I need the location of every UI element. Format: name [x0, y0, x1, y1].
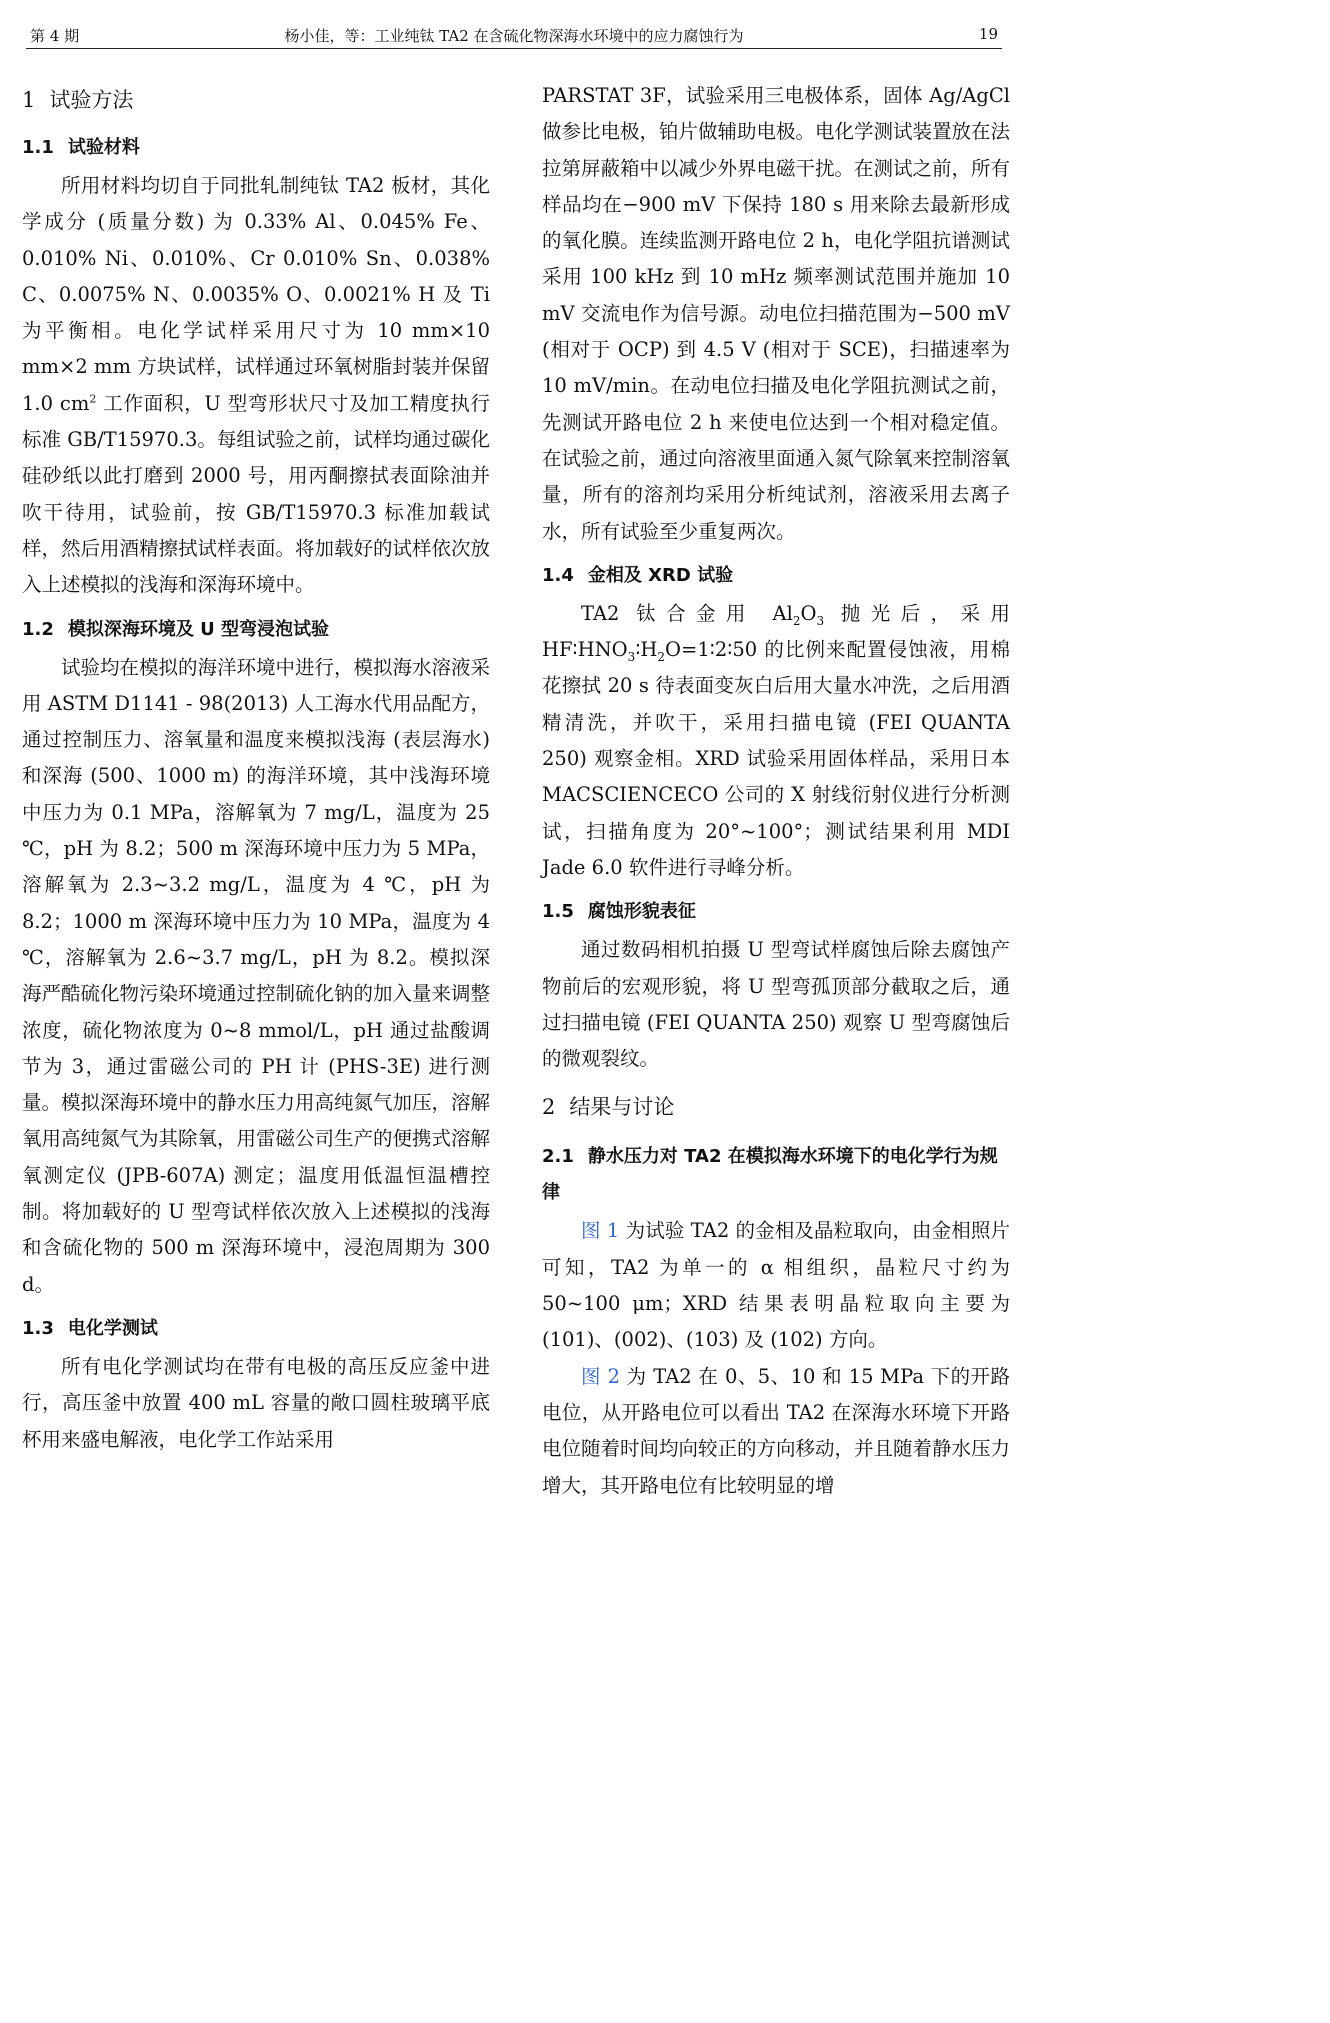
right-column — [542, 78, 1010, 1504]
subsection-heading-1-5 — [542, 894, 1010, 930]
subsection-title: 在模拟海水环境下的电化学行为规律 — [542, 1146, 998, 1204]
section-number: 1 — [22, 88, 36, 112]
subsection-title: 模拟深海环境及 U 型弯浸泡试验 — [67, 618, 330, 640]
subscript: 3 — [816, 613, 825, 628]
subsection-title: 电化学测试 — [67, 1317, 158, 1339]
text-run: 为试验 TA2 的金相及晶粒取向，由金相照片可知，TA2 为单一的 α 相组织，晶粒尺寸约为 50~100 μm；XRD 结果表明晶粒取向主要为 (101)、(002)、(103) 及 (102) 方向。 — [542, 1219, 1011, 1352]
superscript: 2 — [89, 392, 97, 406]
subsection-heading-1-4 — [542, 558, 1010, 594]
subsection-title: 试验 — [690, 564, 734, 586]
text-run: 工作面积，U 型弯形状尺寸及加工精度执行标准 GB/T15970.3。每组试验之前，试样均通过碳化硅砂纸以此打磨到 2000 号，用丙酮擦拭表面除油并吹干待用，试验前，按 GB/T15970.3 标准加载试样，然后用酒精擦拭试样表面。将加载好的试样依次放入上述模拟的浅海和深海环境中。 — [22, 391, 491, 597]
subsection-heading-1-1 — [22, 130, 490, 166]
paragraph-figure-1 — [542, 1213, 1010, 1358]
issue-number: 第 4 期 — [30, 27, 80, 45]
paragraph-electrochem-part1: 所有电化学测试均在带有电极的高压反应釜中进行，高压釜中放置 400 mL 容量的敞口圆柱玻璃平底杯用来盛电解液，电化学工作站采用 — [22, 1354, 490, 1451]
subsection-title: 金相及 — [587, 564, 649, 586]
left-column — [22, 78, 490, 1458]
subscript: 2 — [792, 613, 801, 628]
section-heading-1 — [22, 78, 490, 122]
text-run: TA2 钛合金用 Al — [581, 601, 793, 625]
text-run: ∶H — [635, 638, 658, 662]
subscript: 3 — [627, 650, 636, 665]
subsection-heading-2-1 — [542, 1139, 1010, 1211]
subsection-title: 腐蚀形貌表征 — [587, 901, 696, 923]
text-run: O=1∶2∶50 的比例来配置侵蚀液，用棉花擦拭 20 s 待表面变灰白后用大量水冲洗，之后用酒精清洗，并吹干，采用扫描电镜 (FEI QUANTA 250) 观察金相。XRD 试验采用固体样品，采用日本 MACSCIENCECO 公司的 X 射线衍射仪进行分析测试，扫描角度为 20°~100°；测试结果利用 MDI Jade 6.0 软件进行寻峰分析。 — [542, 638, 1010, 879]
paragraph-morphology: 通过数码相机拍摄 U 型弯试样腐蚀后除去腐蚀产物前后的宏观形貌，将 U 型弯孤顶部分截取之后，通过扫描电镜 (FEI QUANTA 250) 观察 U 型弯腐蚀后的微观裂纹。 — [542, 938, 1010, 1071]
running-title: 杨小佳，等：工业纯钛 TA2 在含硫化物深海水环境中的应力腐蚀行为 — [284, 27, 744, 45]
text-run: 所用材料均切自于同批轧制纯钛 TA2 板材，其化学成分 (质量分数) 为 0.33% Al、0.045% Fe、0.010% Ni、0.010%、Cr 0.010% Sn、0.038% C、0.0075% N、0.0035% O、0.0021% H 及 Ti 为平衡相。电化学试样采用尺寸为 10 mm×10 mm×2 mm 方块试样，试样通过环氧树脂封装并保留 1.0 cm — [22, 174, 490, 415]
subsection-number: 2.1 — [542, 1146, 574, 1168]
subsection-heading-1-3 — [22, 1311, 490, 1347]
figure-1-link[interactable]: 图 1 — [581, 1219, 620, 1243]
figure-2-link[interactable]: 图 2 — [581, 1364, 621, 1388]
section-title: 试验方法 — [49, 88, 134, 112]
subsection-number: 1.1 — [22, 137, 54, 158]
text-run: O — [800, 601, 817, 625]
subsection-number: 1.4 — [542, 564, 574, 586]
subsection-number: 1.2 — [22, 618, 54, 640]
section-heading-2 — [542, 1085, 1010, 1129]
subsection-heading-1-2 — [22, 612, 490, 648]
paragraph-electrochem-part2: PARSTAT 3F，试验采用三电极体系，固体 Ag/AgCl 做参比电极，铂片做辅助电极。电化学测试装置放在法拉第屏蔽箱中以减少外界电磁干扰。在测试之前，所有样品均在−900 mV 下保持 180 s 用来除去最新形成的氧化膜。连续监测开路电位 2 h，电化学阻抗谱测试采用 100 kHz 到 10 mHz 频率测试范围并施加 10 mV 交流电作为信号源。动电位扫描范围为−500 mV (相对于 OCP) 到 4.5 V (相对于 SCE)，扫描速率为 10 mV/min。在动电位扫描及电化学阻抗测试之前，先测试开路电位 2 h 来使电位达到一个相对稳定值。在试验之前，通过向溶液里面通入氮气除氧来控制溶氧量，所有的溶剂均采用分析纯试剂，溶液采用去离子水，所有试验至少重复两次。 — [542, 84, 1011, 543]
running-header — [26, 22, 1002, 49]
subsection-title-term: XRD — [648, 564, 691, 586]
subsection-title: 试验材料 — [67, 137, 140, 158]
text-run: 为 TA2 在 0、5、10 和 15 MPa 下的开路电位，从开路电位可以看出 TA2 在深海水环境下开路电位随着时间均向较正的方向移动，并且随着静水压力增大，其开路电位有比较明显的增 — [542, 1364, 1011, 1497]
paragraph-immersion-test: 试验均在模拟的海洋环境中进行，模拟海水溶液采用 ASTM D1141 - 98(2013) 人工海水代用品配方，通过控制压力、溶氧量和温度来模拟浅海 (表层海水) 和深海 (500、1000 m) 的海洋环境，其中浅海环境中压力为 0.1 MPa，溶解氧为 7 mg/L，温度为 25 ℃，pH 为 8.2；500 m 深海环境中压力为 5 MPa，溶解氧为 2.3~3.2 mg/L，温度为 4 ℃，pH 为 8.2；1000 m 深海环境中压力为 10 MPa，温度为 4 ℃，溶解氧为 2.6~3.7 mg/L，pH 为 8.2。模拟深海严酷硫化物污染环境通过控制硫化钠的加入量来调整浓度，硫化物浓度为 0~8 mmol/L，pH 通过盐酸调节为 3，通过雷磁公司的 PH 计 (PHS-3E) 进行测量。模拟深海环境中的静水压力用高纯氮气加压，溶解氧用高纯氮气为其除氧，用雷磁公司生产的便携式溶解氧测定仪 (JPB-607A) 测定；温度用低温恒温槽控制。将加载好的 U 型弯试样依次放入上述模拟的浅海和含硫化物的 500 m 深海环境中，浸泡周期为 300 d。 — [22, 655, 491, 1296]
paragraph-metallography — [542, 596, 1010, 886]
subsection-number: 1.3 — [22, 1317, 54, 1339]
paragraph-figure-2 — [542, 1359, 1010, 1504]
section-title: 结果与讨论 — [569, 1095, 675, 1120]
subsection-number: 1.5 — [542, 901, 574, 923]
paragraph-materials — [22, 168, 490, 604]
subsection-title-term: TA2 — [684, 1146, 722, 1168]
subsection-title: 静水压力对 — [587, 1146, 685, 1168]
page-number: 19 — [978, 25, 998, 43]
section-number: 2 — [542, 1095, 556, 1120]
text-run: 抛光后，采用 HF∶HNO — [542, 601, 1010, 662]
subscript: 2 — [657, 650, 666, 665]
